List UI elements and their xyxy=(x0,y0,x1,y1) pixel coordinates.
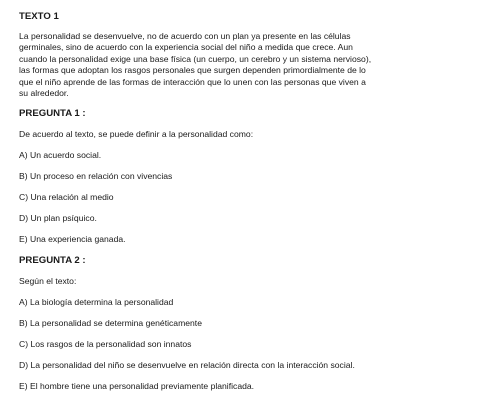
pregunta2-option-c[interactable]: C) Los rasgos de la personalidad son innatos xyxy=(19,339,192,350)
paragraph-line: las formas que adoptan los rasgos personales que surgen dependen primordialmente de lo xyxy=(19,65,366,76)
pregunta1-title: PREGUNTA 1 : xyxy=(19,108,86,120)
texto-title: TEXTO 1 xyxy=(19,11,59,22)
pregunta1-option-d[interactable]: D) Un plan psíquico. xyxy=(19,213,97,224)
pregunta2-option-e[interactable]: E) El hombre tiene una personalidad previamente planificada. xyxy=(19,381,255,392)
pregunta2-option-d[interactable]: D) La personalidad del niño se desenvuelve en relación directa con la interacción social. xyxy=(19,360,355,371)
paragraph-line: cuando la personalidad exige una base física (un cuerpo, un cerebro y un sistema nervioso), xyxy=(19,53,372,64)
pregunta2-option-a[interactable]: A) La biología determina la personalidad xyxy=(19,297,174,308)
pregunta1-option-b[interactable]: B) Un proceso en relación con vivencias xyxy=(19,171,173,182)
pregunta2-title: PREGUNTA 2 : xyxy=(19,255,86,267)
pregunta1-stem: De acuerdo al texto, se puede definir a la personalidad como: xyxy=(19,129,254,140)
pregunta2-stem: Según el texto: xyxy=(19,276,77,287)
paragraph-line: su alrededor. xyxy=(19,88,69,99)
paragraph-line: La personalidad se desenvuelve, no de acuerdo con un plan ya presente en las células xyxy=(19,31,351,41)
paragraph-line: germinales, sino de acuerdo con la experiencia social del niño a medida que crece. Aun xyxy=(19,42,353,53)
pregunta1-option-e[interactable]: E) Una experiencia ganada. xyxy=(19,234,126,245)
pregunta2-option-b[interactable]: B) La personalidad se determina genéticamente xyxy=(19,318,202,329)
paragraph-line: que el niño aprende de las formas de interacción que lo unen con las personas que viven a xyxy=(19,76,366,87)
pregunta1-option-a[interactable]: A) Un acuerdo social. xyxy=(19,150,102,161)
document xyxy=(19,8,465,392)
texto-paragraph xyxy=(19,31,465,99)
pregunta1-option-c[interactable]: C) Una relación al medio xyxy=(19,192,114,203)
